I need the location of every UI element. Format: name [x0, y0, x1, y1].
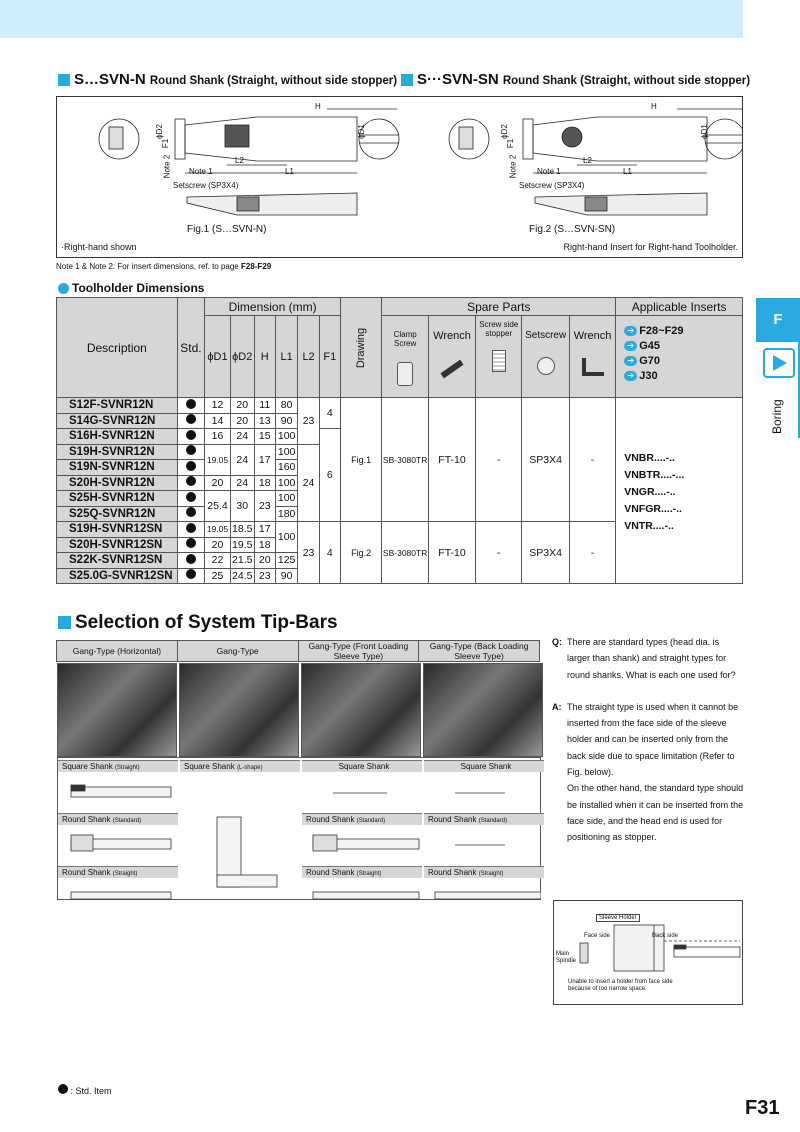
- answer-continued: On the other hand, the standard type should be installed when it can be inserted from the face side, and the head end is used for positioning as stopper.: [567, 783, 744, 843]
- table-cell: 4: [319, 522, 340, 584]
- col-d1: ϕD1: [205, 316, 231, 398]
- table-cell: -: [569, 522, 615, 584]
- row-description: S16H-SVNR12N: [57, 429, 178, 445]
- row-description: S14G-SVNR12N: [57, 413, 178, 429]
- table-cell: 13: [254, 413, 275, 429]
- std-cell: [177, 460, 205, 476]
- label: Round Shank (Standard): [424, 813, 544, 825]
- table-cell: 100: [275, 491, 298, 507]
- dim-f1-label: F1: [161, 138, 171, 149]
- setscrew-label: Setscrew (SP3X4): [519, 181, 585, 190]
- std-item-icon: [186, 414, 196, 424]
- label: Square Shank: [424, 760, 544, 772]
- col-applicable-inserts: Applicable Inserts: [616, 298, 743, 316]
- col-clamp-screw: Clamp Screw: [382, 316, 429, 398]
- table-cell: 25: [205, 568, 231, 584]
- table-cell: Fig.1: [340, 398, 381, 522]
- table-cell: 4: [319, 398, 340, 429]
- table-cell: -: [476, 398, 522, 522]
- table-cell: 21.5: [232, 554, 253, 567]
- std-cell: [177, 553, 205, 569]
- dim-d2-label: ϕD2: [499, 124, 509, 139]
- table-row: [57, 398, 743, 414]
- label: Round Shank (Straight): [302, 866, 422, 878]
- col-l1: L1: [275, 316, 298, 398]
- col-wrench: Wrench: [428, 316, 475, 398]
- tipbars-title: Selection of System Tip-Bars: [58, 612, 338, 634]
- table-cell: Fig.2: [340, 522, 381, 584]
- table-cell: 100: [275, 475, 298, 491]
- insert-note: Right-hand Insert for Right-hand Toolholder.: [563, 242, 738, 252]
- dim-h-label: H: [651, 102, 657, 111]
- question: Q: There are standard types (head dia. is larger than shank) and straight types for round shanks. What is each one used for?: [552, 637, 736, 680]
- table-cell: 22: [205, 553, 231, 569]
- table-cell: 24: [298, 444, 319, 522]
- table-cell: 12: [205, 398, 231, 414]
- fig2-caption: Fig.2 (S…SVN-SN): [529, 224, 616, 235]
- table-cell: 24: [230, 444, 254, 475]
- arrow-icon: ➔: [624, 371, 637, 381]
- col-screw-side-stopper: Screw side stopper: [476, 316, 522, 398]
- setscrew-icon: [537, 357, 555, 375]
- clamp-screw-icon: [397, 362, 413, 386]
- photo-gang-back: [423, 663, 543, 757]
- table-cell: 11: [254, 398, 275, 414]
- table-cell: 30: [230, 491, 254, 522]
- table-cell: 6: [319, 429, 340, 522]
- row-description: S20H-SVNR12SN: [57, 537, 178, 553]
- square-bullet-icon: [401, 74, 413, 86]
- row-description: S20H-SVNR12N: [57, 475, 178, 491]
- table-cell: 23: [254, 491, 275, 522]
- note1-label: Note 1: [189, 167, 213, 176]
- page-number: F31: [745, 1097, 780, 1119]
- col-spare-parts: Spare Parts: [382, 298, 616, 316]
- dim-d1-label: ϕD1: [356, 124, 366, 139]
- row-description: S22K-SVNR12SN: [57, 553, 178, 569]
- diagram-caption: Unable to insert a holder from face side because of too narrow space.: [568, 979, 673, 992]
- col-f1: F1: [319, 316, 340, 398]
- row-description: S25Q-SVNR12N: [57, 506, 178, 522]
- std-item-icon: [186, 523, 196, 533]
- col-std: Std.: [177, 298, 205, 398]
- table-cell: 17: [254, 444, 275, 475]
- photo-gang-horizontal: [57, 663, 177, 757]
- col-description: Description: [57, 298, 178, 398]
- table-cell: SB-3080TR: [382, 398, 429, 522]
- table-cell: -: [476, 522, 522, 584]
- col-gang: Gang-Type: [177, 641, 298, 662]
- tipbar-drawings: [57, 757, 541, 900]
- std-cell: [177, 398, 205, 414]
- dim-h-label: H: [315, 102, 321, 111]
- main-spindle-label: Main Spindle: [556, 951, 577, 964]
- row-description: S19H-SVNR12SN: [57, 522, 178, 538]
- arrow-icon: ➔: [624, 341, 637, 351]
- arrow-icon: ➔: [624, 326, 637, 336]
- table-cell: 90: [275, 568, 298, 584]
- table-cell: 19.05: [205, 444, 231, 475]
- back-side-label: Back side: [652, 933, 679, 939]
- row-description: S19N-SVNR12N: [57, 460, 178, 476]
- std-item-icon: [186, 430, 196, 440]
- dim-f1-label: F1: [506, 138, 516, 149]
- note2-label: Note 2: [162, 154, 172, 179]
- std-item-icon: [186, 507, 196, 517]
- dim-l2-label: L2: [583, 156, 592, 165]
- label: Square Shank: [302, 760, 422, 772]
- table-cell: SB-3080TR: [382, 522, 429, 584]
- std-item-icon: [58, 1084, 68, 1094]
- label: Round Shank (Standard): [58, 813, 178, 825]
- table-cell: 20: [230, 398, 254, 414]
- table-cell: 20: [205, 475, 231, 491]
- table-cell: FT-10: [428, 522, 475, 584]
- table-cell: 15: [254, 429, 275, 445]
- note1-label: Note 1: [537, 167, 561, 176]
- table-cell: 24.5: [232, 569, 253, 582]
- tool-drawings: [57, 97, 742, 257]
- dim-d1-label: ϕD1: [699, 124, 709, 139]
- right-section-header: S···SVN-SN Round Shank (Straight, without side stopper): [401, 71, 750, 88]
- col-gang-horizontal: Gang-Type (Horizontal): [57, 641, 178, 662]
- stopper-screw-icon: [492, 350, 506, 372]
- table-cell: 24: [230, 429, 254, 445]
- table-cell: 90: [275, 413, 298, 429]
- col-gang-back: Gang-Type (Back Loading Sleeve Type): [419, 641, 540, 662]
- std-item-icon: [186, 445, 196, 455]
- tipbars-header: [56, 640, 540, 662]
- table-cell: 80: [275, 398, 298, 414]
- note2-label: Note 2: [508, 154, 518, 179]
- std-item-icon: [186, 554, 196, 564]
- qa-section: [552, 634, 744, 846]
- table-cell: 18.5: [232, 523, 253, 536]
- dim-d2-label: ϕD2: [154, 124, 164, 139]
- table-cell: 180: [275, 506, 298, 522]
- std-cell: [177, 568, 205, 584]
- std-cell: [177, 522, 205, 538]
- table-cell: 25.4: [205, 491, 231, 522]
- table-cell: 100: [275, 522, 298, 553]
- table-cell: 24: [230, 475, 254, 491]
- label: Square Shank (L-shape): [180, 760, 300, 772]
- label: Round Shank (Straight): [58, 866, 178, 878]
- table-cell: 20: [205, 537, 231, 553]
- arrow-icon: ➔: [624, 356, 637, 366]
- table-cell: FT-10: [428, 398, 475, 522]
- circle-bullet-icon: [58, 283, 69, 294]
- sleeve-holder-label: Sleeve Holder: [596, 914, 640, 922]
- label: Square Shank (Straight): [58, 760, 178, 772]
- table-cell: 20: [254, 553, 275, 569]
- table-cell: 18: [254, 475, 275, 491]
- square-bullet-icon: [58, 616, 71, 629]
- table-cell: 23: [298, 522, 319, 584]
- table-cell: 160: [275, 460, 298, 476]
- boring-icon: [763, 348, 795, 378]
- std-item-icon: [186, 461, 196, 471]
- top-color-bar: [0, 0, 743, 38]
- row-description: S19H-SVNR12N: [57, 444, 178, 460]
- figure-box: [56, 96, 743, 258]
- table-cell: -: [569, 398, 615, 522]
- col-setscrew: Setscrew: [522, 316, 570, 398]
- std-cell: [177, 429, 205, 445]
- toolholder-title: Toolholder Dimensions: [58, 281, 204, 295]
- photo-gang: [179, 663, 299, 757]
- toolholder-table: [56, 297, 743, 584]
- table-cell: SP3X4: [522, 398, 570, 522]
- note-line: Note 1 & Note 2: For insert dimensions, ref. to page F28-F29: [56, 262, 272, 271]
- square-bullet-icon: [58, 74, 70, 86]
- section-label: Boring: [770, 399, 784, 434]
- std-item-icon: [186, 492, 196, 502]
- insert-page-refs: ➔ F28~F29 ➔ G45 ➔ G70 ➔ J30: [616, 316, 743, 398]
- answer: A: The straight type is used when it cannot be inserted from the face side of the sleeve holder and can be inserted only from the back side due to space limitation (Refer to Fig. below).: [552, 701, 739, 778]
- fig1-caption: Fig.1 (S…SVN-N): [187, 224, 267, 235]
- table-cell: 100: [275, 444, 298, 460]
- right-hand-note: ·Right-hand shown: [61, 242, 137, 252]
- table-cell: 19.5: [232, 538, 253, 551]
- face-side-label: Face side: [584, 933, 611, 939]
- left-section-header: S…SVN-N Round Shank (Straight, without side stopper): [58, 71, 397, 88]
- dim-l1-label: L1: [285, 167, 294, 176]
- table-cell: 18: [254, 537, 275, 553]
- row-description: S25.0G-SVNR12SN: [57, 568, 178, 584]
- table-cell: 19.05: [205, 522, 231, 538]
- dim-l1-label: L1: [623, 167, 632, 176]
- hex-key-icon: [582, 358, 604, 376]
- col-drawing: Drawing: [340, 298, 381, 398]
- std-cell: [177, 475, 205, 491]
- table-cell: 17: [254, 522, 275, 538]
- col-d2: ϕD2: [230, 316, 254, 398]
- table-cell: 23: [254, 568, 275, 584]
- std-cell: [177, 506, 205, 522]
- table-cell: 16: [205, 429, 231, 445]
- std-cell: [177, 444, 205, 460]
- std-item-icon: [186, 538, 196, 548]
- table-cell: SP3X4: [522, 522, 570, 584]
- std-item-legend: : Std. Item: [58, 1084, 112, 1096]
- table-cell: 14: [205, 413, 231, 429]
- row-description: S25H-SVNR12N: [57, 491, 178, 507]
- col-dimension: Dimension (mm): [205, 298, 341, 316]
- row-description: S12F-SVNR12N: [57, 398, 178, 414]
- photo-gang-front: [301, 663, 421, 757]
- dim-l2-label: L2: [235, 156, 244, 165]
- col-wrench2: Wrench: [569, 316, 615, 398]
- label: Round Shank (Standard): [302, 813, 422, 825]
- section-tab-f: F: [756, 298, 800, 342]
- std-item-icon: [186, 399, 196, 409]
- table-cell: 125: [275, 553, 298, 569]
- label: Round Shank (Straight): [424, 866, 544, 878]
- col-gang-front: Gang-Type (Front Loading Sleeve Type): [298, 641, 419, 662]
- wrench-icon: [440, 360, 463, 379]
- table-cell: 20: [230, 413, 254, 429]
- insert-list: VNBR....-.. VNBTR....-... VNGR....-.. VNFGR....-.. VNTR....-..: [616, 398, 743, 584]
- setscrew-label: Setscrew (SP3X4): [173, 181, 239, 190]
- std-cell: [177, 491, 205, 507]
- std-item-icon: [186, 569, 196, 579]
- col-l2: L2: [298, 316, 319, 398]
- std-cell: [177, 413, 205, 429]
- table-cell: 23: [298, 398, 319, 445]
- col-h: H: [254, 316, 275, 398]
- std-cell: [177, 537, 205, 553]
- table-cell: 100: [275, 429, 298, 445]
- sleeve-holder-diagram: [553, 900, 743, 1005]
- std-item-icon: [186, 476, 196, 486]
